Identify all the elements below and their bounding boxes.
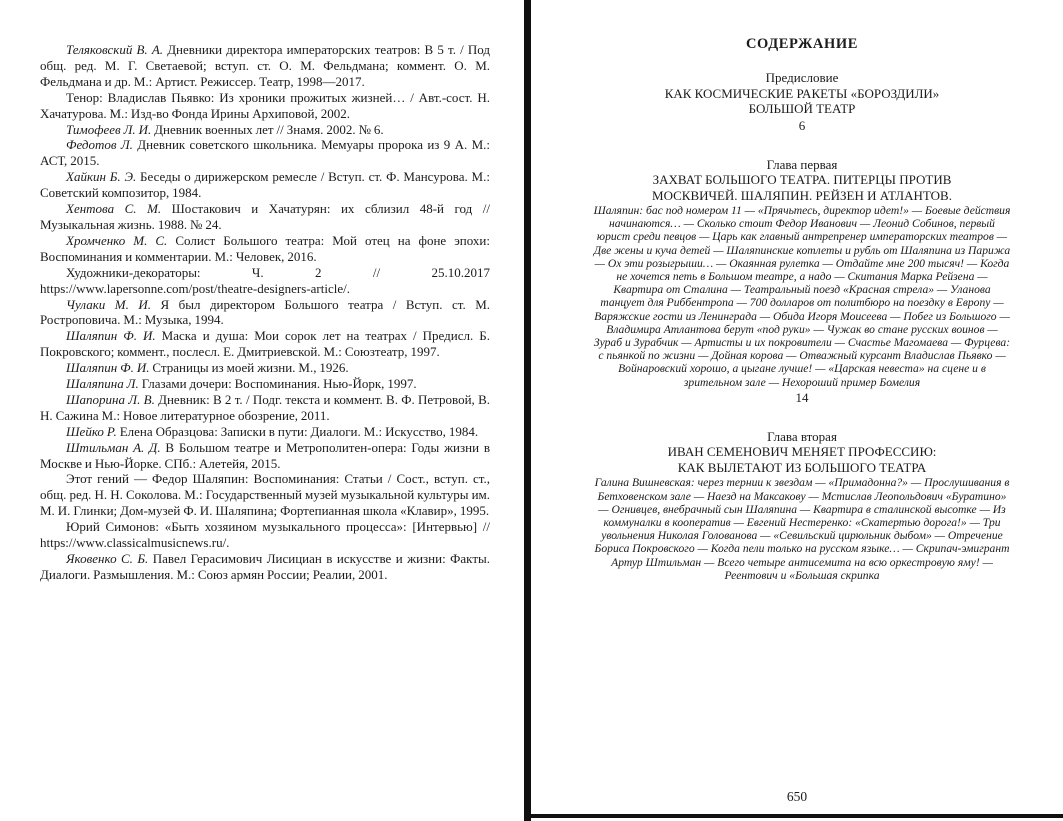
bibliography-entry: Тимофеев Л. И. Дневник военных лет // Знамя. 2002. № 6. [66, 121, 384, 137]
toc-heading-line: ИВАН СЕМЕНОВИЧ МЕНЯЕТ ПРОФЕССИЮ: [667, 444, 937, 460]
bibliography-entry: Штильман А. Д. В Большом театре и Метрополитен-опера: Годы жизни в Москве и Нью-Йорке. СПб.: Алетейя, 2015. [40, 439, 490, 471]
entry-author: Тимофеев Л. И. [66, 121, 155, 137]
entry-author: Шейко Р. [66, 423, 120, 439]
toc-heading-line: КАК КОСМИЧЕСКИЕ РАКЕТЫ «БОРОЗДИЛИ» [664, 85, 940, 101]
entry-author: Шаляпина Л. [66, 376, 142, 392]
entry-author: Хромченко М. С. [66, 232, 176, 248]
entry-author: Шапорина Л. В. [66, 391, 159, 407]
toc-title: СОДЕРЖАНИЕ [745, 36, 859, 52]
toc-section [593, 157, 1011, 406]
bibliography-entry: Шаляпина Л. Глазами дочери: Воспоминания. Нью-Йорк, 1997. [66, 376, 417, 392]
entry-author: Шаляпин Ф. И. [66, 328, 162, 344]
bottom-rule [524, 814, 1063, 818]
entry-author: Штильман А. Д. [66, 439, 166, 455]
toc-page-ref: 14 [795, 389, 809, 405]
entry-author: Хентова С. М. [66, 201, 172, 217]
toc-sections [593, 70, 1011, 582]
toc-heading-line: Глава вторая [767, 428, 837, 444]
bibliography-entry: Шаляпин Ф. И. Маска и душа: Мои сорок лет на театрах / Предисл. Б. Покровского; коммент., послесл. Е. Дмитриевской. М.: Союзтеатр, 1997. [40, 328, 490, 360]
bibliography-entry: Шаляпин Ф. И. Страницы из моей жизни. М., 1926. [66, 360, 349, 376]
bibliography-entry: Шейко Р. Елена Образцова: Записки в пути: Диалоги. М.: Искусство, 1984. [66, 423, 479, 439]
bibliography-entry: Художники-декораторы: Ч. 2 // 25.10.2017 https://www.lapersonne.com/post/theatre-designers-article/. [40, 264, 490, 296]
bibliography-entry: Этот гений — Федор Шаляпин: Воспоминания: Статьи / Сост., вступ. ст., общ. ред. Н. Н. Соколова. М.: Государственный музей музыкальной культуры им. М. И. Глинки; Дом-музей Ф. И. Шаляпина; Фортепианная школа «Клавир», 1995. [40, 471, 490, 519]
toc-description: Шаляпин: бас под номером 11 — «Прячьтесь, директор идет!» — Боевые действия начинаются… — Сколько стоит Федор Иванович — Леонид Собинов, первый юрист среди певцов — Царь как главный антрепренер императорских театров — Две жены и куча детей — Шаляпинские котлеты и рубль от Шаляпина из Парижа — Ох эти розыгрыши… — Окаянная рулетка — Отдайте мне 200 тысяч! — Когда не хочется петь в Большом театре, а надо — Скитания Марка Рейзена — Квартира от Сталина — Театральный поезд «Красная стрела» — Уланова танцует для Риббентропа — 700 долларов от политбюро на поездку в Европу — Варяжские гости из Ленинграда — Обида Игоря Моисеева — Побег из Большого — Владимира Атлантова берут «под руки» — Чужак во стане русских воинов — Зураб и Зурабчик — Артисты и их покровители — Счастье Магомаева — Фурцева: с пьянкой по жизни — Дойная корова — Отважный курсант Владислав Пьявко — Войнаровский хорошо, а цыгане лучше! — «Царская невеста» на сцене и в зрительном зале — Нехороший пример Бомелия [593, 204, 1011, 389]
bibliography-entry: Хентова С. М. Шостакович и Хачатурян: их сблизил 48-й год // Музыкальная жизнь. 1988. № 24. [40, 201, 491, 232]
bibliography-entry: Тенор: Владислав Пьявко: Из хроники прожитых жизней… / Авт.-сост. Н. Хачатурова. М.: Изд-во Фонда Ирины Архиповой, 2002. [40, 89, 490, 121]
toc-section [593, 70, 1011, 134]
page-number: 650 [786, 789, 808, 804]
entry-author: Шаляпин Ф. И. [66, 360, 153, 376]
entry-author: Хайкин Б. Э. [66, 169, 141, 185]
bibliography-entry: Юрий Симонов: «Быть хозяином музыкального процесса»: [Интервью] // https://www.classicalmusicnews.ru/. [40, 519, 490, 551]
toc-section [593, 429, 1011, 582]
bibliography-list [40, 42, 490, 583]
entry-author: Чулаки М. И. [66, 296, 161, 312]
right-page [531, 0, 1063, 821]
left-page [0, 0, 524, 821]
bibliography-entry: Федотов Л. Дневник советского школьника. Мемуары пророка из 9 А. М.: АСТ, 2015. [40, 137, 490, 169]
bibliography-entry: Хромченко М. С. Солист Большого театра: Мой отец на фоне эпохи: Воспоминания и комментарии. М.: Человек, 2016. [40, 232, 490, 264]
toc-heading-line: Предисловие [765, 70, 839, 85]
toc-heading-line: Глава первая [766, 156, 838, 172]
entry-author: Федотов Л. [66, 137, 138, 153]
bibliography-entry: Шапорина Л. В. Дневник: В 2 т. / Подг. текста и коммент. В. Ф. Петровой, В. Н. Сажина М.: Новое литературное обозрение, 2011. [40, 391, 490, 423]
toc-heading-line: ЗАХВАТ БОЛЬШОГО ТЕАТРА. ПИТЕРЦЫ ПРОТИВ [652, 172, 952, 187]
bibliography-entry: Теляковский В. А. Дневники директора императорских театров: В 5 т. / Под общ. ред. М. Г. Светаевой; вступ. ст. О. М. Фельдмана; коммент. О. М. Фельдмана и др. М.: Артист. Режиссер. Театр, 1998—2017. [40, 42, 491, 89]
toc-heading-line: МОСКВИЧЕЙ. ШАЛЯПИН. РЕЙЗЕН И АТЛАНТОВ. [652, 187, 952, 203]
bibliography-entry: Хайкин Б. Э. Беседы о дирижерском ремесле / Вступ. ст. Ф. Мансурова. М.: Советский композитор, 1984. [40, 169, 490, 201]
bibliography-entry: Яковенко С. Б. Павел Герасимович Лисициан в искусстве и жизни: Факты. Диалоги. Размышления. М.: Союз армян России; Реалии, 2001. [40, 551, 490, 582]
page-divider [524, 0, 531, 821]
toc-page-ref: 6 [798, 117, 806, 133]
toc-description: Галина Вишневская: через тернии к звездам — «Примадонна?» — Прослушивания в Бетховенском зале — Наезд на Максакову — Мстислав Леопольдович «Буратино» — Огнивцев, внебрачный сын Шаляпина — Квартира в сталинской высотке — Из коммуналки в кооператив — Евгений Нестеренко: «Скатертью дорога!» — Три увольнения Николая Голованова — «Севильский цирюльник дыбом» — Отречение Бориса Покровского — Когда пели только на русском языке… — Скрипач-эмигрант Артур Штильман — Всего четыре антисемита на всю оркестровую яму! — Реентович и «Большая скрипка [594, 476, 1010, 582]
toc-heading-line: БОЛЬШОЙ ТЕАТР [748, 101, 856, 116]
toc-heading-line: КАК ВЫЛЕТАЮТ ИЗ БОЛЬШОГО ТЕАТРА [677, 459, 927, 475]
bibliography-entry: Чулаки М. И. Я был директором Большого театра / Вступ. ст. М. Ростроповича. М.: Музыка, 1994. [40, 296, 491, 328]
entry-author: Яковенко С. Б. [66, 551, 153, 566]
entry-author: Теляковский В. А. [66, 42, 168, 57]
